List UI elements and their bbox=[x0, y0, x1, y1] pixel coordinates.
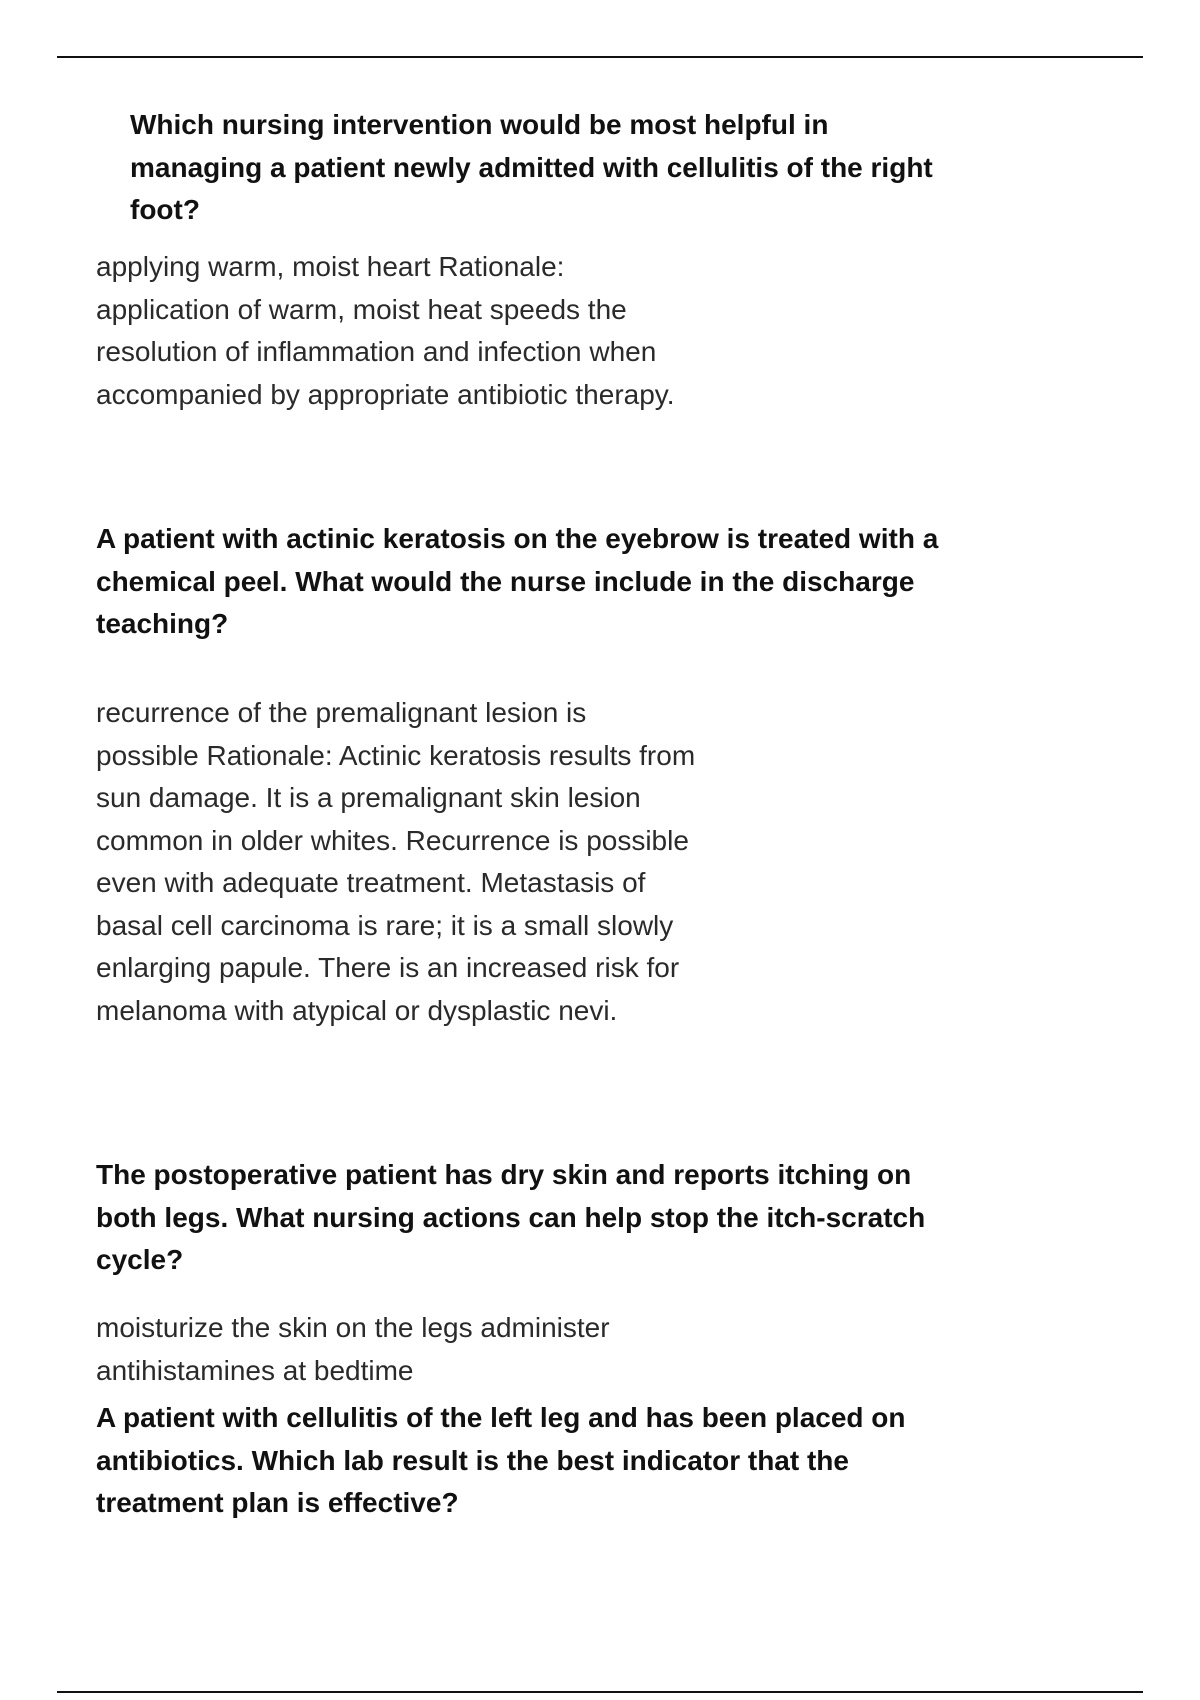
card-2-question: A patient with actinic keratosis on the eyebrow is treated with a chemical peel. What would the nurse include in the discharge teaching? bbox=[96, 523, 939, 639]
card-1-answer: applying warm, moist heart Rationale: application of warm, moist heat speeds the resolution of inflammation and infection when accompanied by appropriate antibiotic therapy. bbox=[96, 251, 675, 410]
card-3-question: The postoperative patient has dry skin and reports itching on both legs. What nursing actions can help stop the itch-scratch cycle? bbox=[96, 1159, 926, 1275]
card-2-answer: recurrence of the premalignant lesion is possible Rationale: Actinic keratosis results from sun damage. It is a premalignant skin lesion common in older whites. Recurrence is possible even with adequate treatment. Metastasis of basal cell carcinoma is rare; it is a small slowly enlarging papule. There is an increased risk for melanoma with atypical or dysplastic nevi. bbox=[96, 697, 696, 1026]
card-1-question: Which nursing intervention would be most helpful in managing a patient newly admitted with cellulitis of the right foot? bbox=[130, 109, 933, 225]
card-3-answer: moisturize the skin on the legs administer antihistamines at bedtime bbox=[96, 1312, 610, 1386]
top-divider bbox=[57, 56, 1143, 58]
card-4-question: A patient with cellulitis of the left leg and has been placed on antibiotics. Which lab result is the best indicator that the treatment plan is effective? bbox=[96, 1402, 906, 1518]
bottom-divider bbox=[57, 1691, 1143, 1693]
